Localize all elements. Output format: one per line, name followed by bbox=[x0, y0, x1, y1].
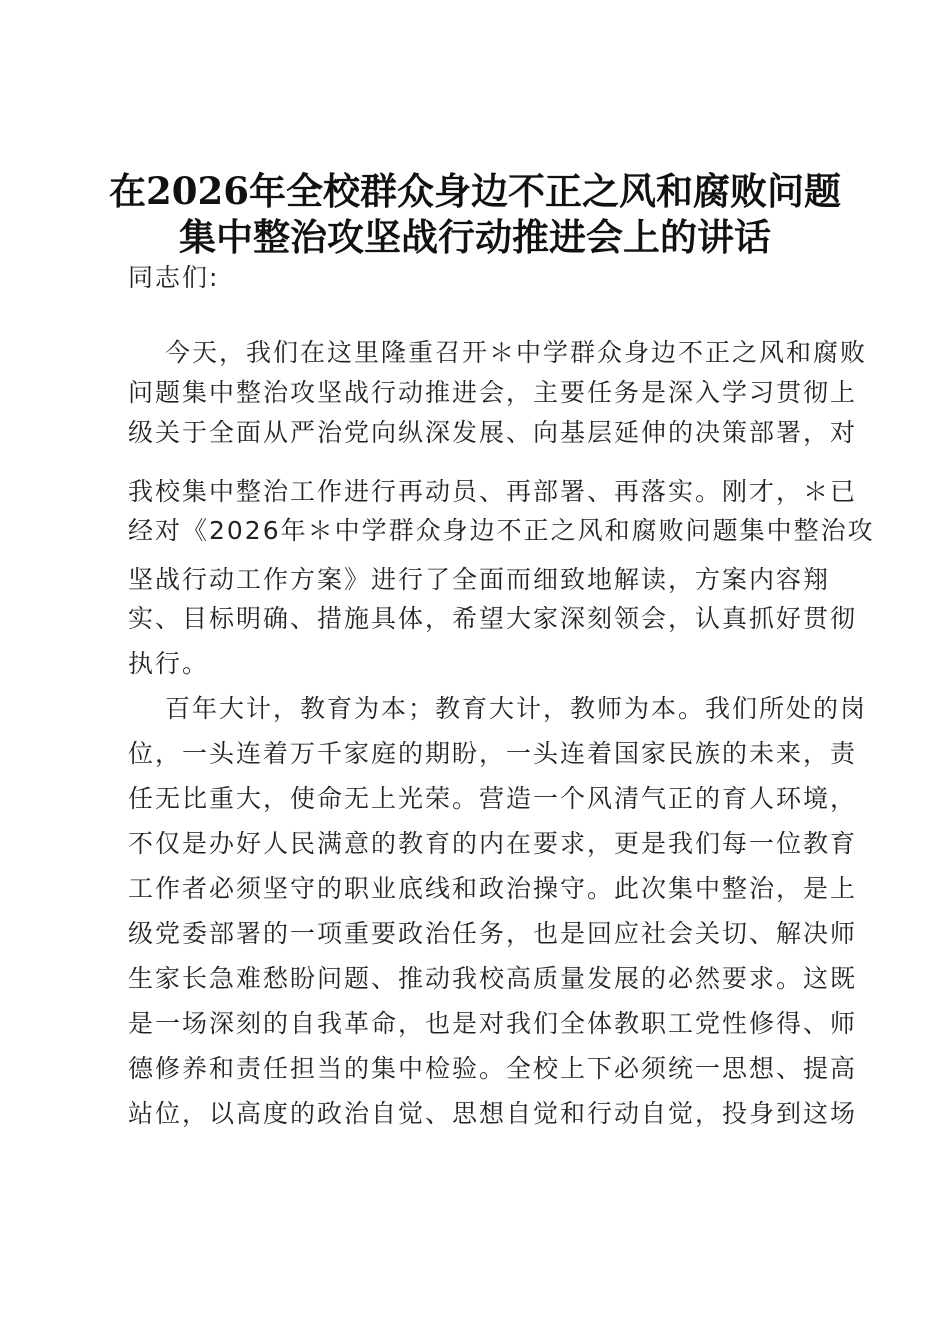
paragraph-1-line-5: 经对《2026年＊中学群众身边不正之风和腐败问题集中整治攻 bbox=[128, 516, 875, 545]
paragraph-1-line-6: 坚战行动工作方案》进行了全面而细致地解读，方案内容翔 bbox=[128, 565, 831, 594]
paragraph-2-line-2: 位，一头连着万千家庭的期盼，一头连着国家民族的未来，责 bbox=[128, 739, 858, 768]
paragraph-2-line-9: 德修养和责任担当的集中检验。全校上下必须统一思想、提高 bbox=[128, 1054, 858, 1083]
salutation: 同志们: bbox=[128, 263, 220, 292]
paragraph-2-line-5: 工作者必须坚守的职业底线和政治操守。此次集中整治，是上 bbox=[128, 874, 858, 903]
title-line-1: 在2026年全校群众身边不正之风和腐败问题 bbox=[109, 169, 841, 213]
paragraph-1-line-7: 实、目标明确、措施具体，希望大家深刻领会，认真抓好贯彻 bbox=[128, 604, 858, 633]
paragraph-1-line-8: 执行。 bbox=[128, 649, 210, 678]
paragraph-2-line-3: 任无比重大，使命无上光荣。营造一个风清气正的育人环境， bbox=[128, 784, 858, 813]
paragraph-2-line-1: 百年大计，教育为本；教育大计，教师为本。我们所处的岗 bbox=[165, 694, 868, 723]
paragraph-1-line-4: 我校集中整治工作进行再动员、再部署、再落实。刚才，＊已 bbox=[128, 477, 858, 506]
paragraph-1-line-3: 级关于全面从严治党向纵深发展、向基层延伸的决策部署，对 bbox=[128, 418, 858, 447]
paragraph-2-line-6: 级党委部署的一项重要政治任务，也是回应社会关切、解决师 bbox=[128, 919, 858, 948]
paragraph-2-line-4: 不仅是办好人民满意的教育的内在要求，更是我们每一位教育 bbox=[128, 829, 858, 858]
title-line-2: 集中整治攻坚战行动推进会上的讲话 bbox=[179, 215, 771, 259]
paragraph-1-line-2: 问题集中整治攻坚战行动推进会，主要任务是深入学习贯彻上 bbox=[128, 378, 858, 407]
paragraph-2-line-7: 生家长急难愁盼问题、推动我校高质量发展的必然要求。这既 bbox=[128, 964, 858, 993]
paragraph-1-line-1: 今天，我们在这里隆重召开＊中学群众身边不正之风和腐败 bbox=[165, 338, 868, 367]
paragraph-2-line-8: 是一场深刻的自我革命，也是对我们全体教职工党性修得、师 bbox=[128, 1009, 858, 1038]
paragraph-2-line-10: 站位，以高度的政治自觉、思想自觉和行动自觉，投身到这场 bbox=[128, 1099, 858, 1128]
